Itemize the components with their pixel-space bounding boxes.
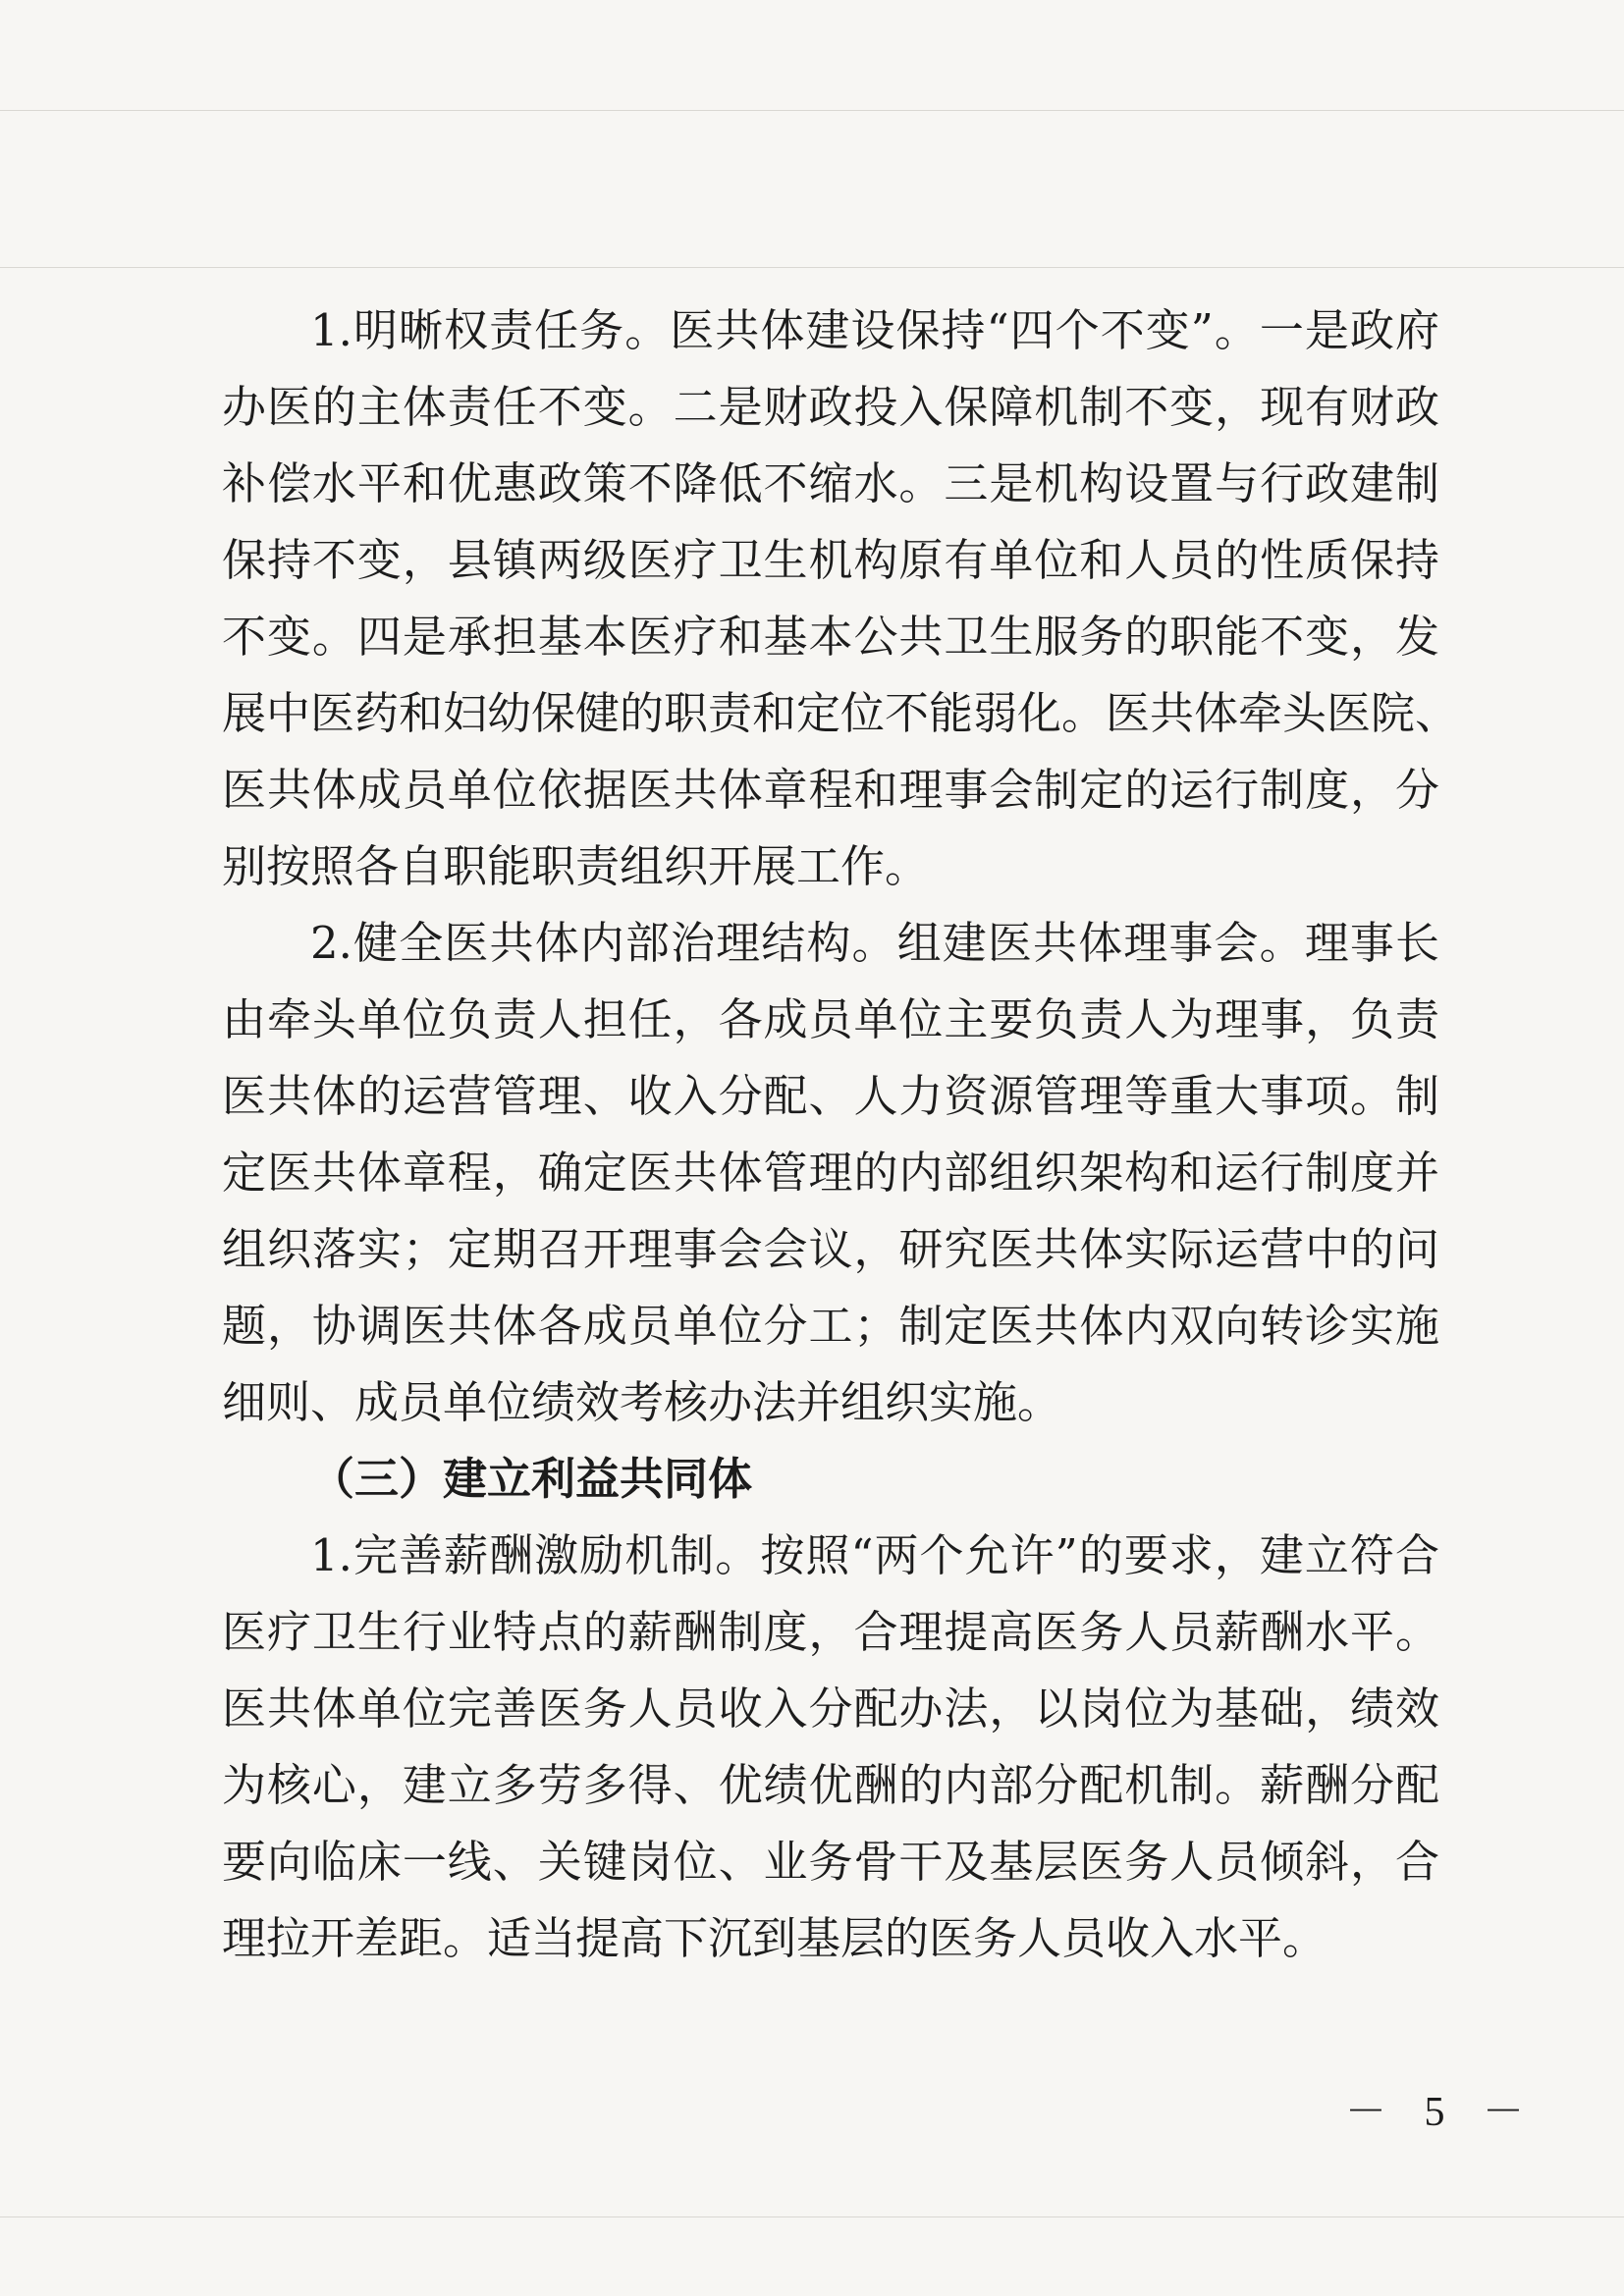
paragraph-3-line-5: 要向临床一线、关键岗位、业务骨干及基层医务人员倾斜，合 [222, 1836, 1439, 1888]
paragraph-2-line-1: 2.健全医共体内部治理结构。组建医共体理事会。理事长 [310, 917, 1439, 969]
paragraph-3-line-1: 1.完善薪酬激励机制。按照“两个允许”的要求，建立符合 [310, 1529, 1439, 1581]
paragraph-1-line-2: 办医的主体责任不变。二是财政投入保障机制不变，现有财政 [222, 381, 1439, 433]
paragraph-2-line-2: 由牵头单位负责人担任，各成员单位主要负责人为理事，负责 [222, 993, 1439, 1045]
page-number: － 5 － [1345, 2090, 1539, 2135]
paragraph-2-line-4: 定医共体章程，确定医共体管理的内部组织架构和运行制度并 [222, 1147, 1439, 1199]
section-heading: （三）建立利益共同体 [310, 1453, 753, 1505]
paragraph-2-line-6: 题，协调医共体各成员单位分工；制定医共体内双向转诊实施 [222, 1300, 1439, 1352]
paragraph-1-line-4: 保持不变，县镇两级医疗卫生机构原有单位和人员的性质保持 [222, 534, 1439, 586]
paragraph-1-line-1: 1.明晰权责任务。医共体建设保持“四个不变”。一是政府 [310, 304, 1439, 356]
body-text [222, 293, 1460, 1977]
paragraph-2-line-5: 组织落实；定期召开理事会会议，研究医共体实际运营中的问 [222, 1223, 1439, 1275]
paragraph-1-line-6: 展中医药和妇幼保健的职责和定位不能弱化。医共体牵头医院、 [222, 687, 1460, 739]
scan-edge-top [0, 110, 1624, 111]
paragraph-2-line-7: 细则、成员单位绩效考核办法并组织实施。 [222, 1376, 1062, 1428]
paragraph-2-line-3: 医共体的运营管理、收入分配、人力资源管理等重大事项。制 [222, 1070, 1439, 1122]
paragraph-1-line-5: 不变。四是承担基本医疗和基本公共卫生服务的职能不变，发 [222, 611, 1439, 663]
paragraph-3-line-4: 为核心，建立多劳多得、优绩优酬的内部分配机制。薪酬分配 [222, 1759, 1439, 1811]
scan-edge-upper [0, 267, 1624, 268]
paragraph-1-line-7: 医共体成员单位依据医共体章程和理事会制定的运行制度，分 [222, 764, 1439, 816]
paragraph-1-line-3: 补偿水平和优惠政策不降低不缩水。三是机构设置与行政建制 [222, 457, 1439, 509]
paragraph-3-line-2: 医疗卫生行业特点的薪酬制度，合理提高医务人员薪酬水平。 [222, 1606, 1439, 1658]
scan-edge-bottom [0, 2216, 1624, 2217]
paragraph-3-line-3: 医共体单位完善医务人员收入分配办法，以岗位为基础，绩效 [222, 1682, 1439, 1735]
paragraph-1-line-8: 别按照各自职能职责组织开展工作。 [222, 840, 930, 892]
paragraph-3-line-6: 理拉开差距。适当提高下沉到基层的医务人员收入水平。 [222, 1912, 1327, 1964]
